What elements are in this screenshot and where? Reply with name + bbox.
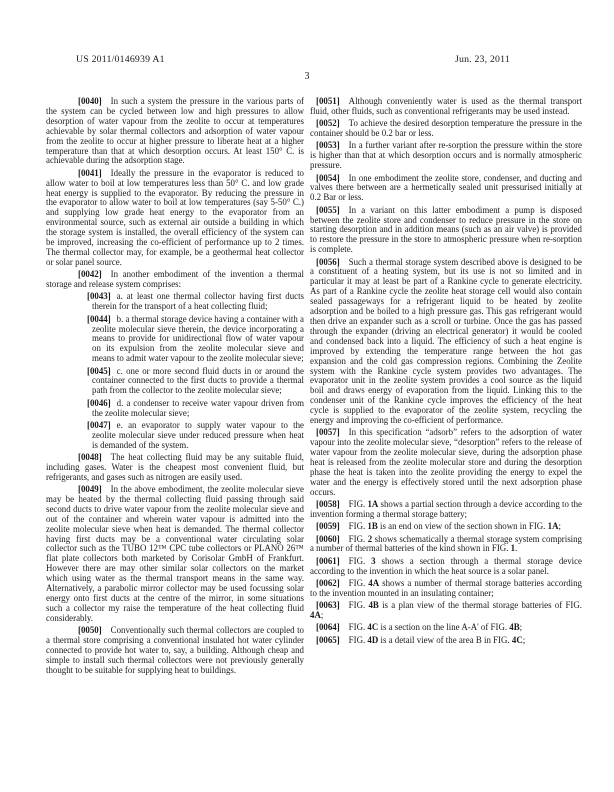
paragraph-number-label: [0064] [316,622,340,633]
paragraph-number-label: [0056] [316,256,340,267]
paragraph-number-label: [0049] [78,484,102,495]
paragraph-number-label: [0061] [316,555,340,566]
publication-number: US 2011/0146939 A1 [76,54,165,65]
paragraph-0053: [0053] In a further variant after re-sorption the pressure within the store is higher than that at which desorption occurs and is normally atmospheric pressure. [310,140,582,171]
paragraph-number-label: [0040] [78,96,102,106]
paragraph-0057: [0057] In this specification “adsorb” refers to the adsorption of water vapour into the zeolite molecular sieve, “desorption” refers to the release of water vapour from the zeolite molecular sieve, during the adsorption phase heat is released from the zeolite molecular store and during the desorption phase the heat is taken into the zeolite providing the energy to expel the water and the energy is effectively stored until the next adsorption phase occurs. [310,427,582,497]
left-column [46,97,304,678]
paragraph-0043: [0043] a. at least one thermal collector having first ducts therein for the transport of a heat collecting fluid; [87,291,304,312]
body-columns [46,97,582,678]
paragraph-number-label: [0054] [316,172,340,183]
paragraph-0064: [0064] FIG. 4C is a section on the line A-A' of FIG. 4B; [316,622,523,633]
paragraph-number-label: [0050] [78,625,102,636]
publication-date: Jun. 23, 2011 [454,54,510,65]
paragraph-number-label: [0043] [87,291,111,302]
paragraph-0059: [0059] FIG. 1B is an end on view of the section shown in FIG. 1A; [316,521,561,532]
paragraph-number-label: [0045] [87,365,111,376]
paragraph-number-label: [0058] [316,499,340,510]
right-column [310,97,582,678]
paragraph-0065: [0065] FIG. 4D is a detail view of the area B in FIG. 4C; [316,634,526,645]
paragraph-number-label: [0046] [87,397,111,408]
paragraph-0045: [0045] c. one or more second fluid ducts in or around the container connected to the first ducts to provide a thermal path from the collector to the zeolite molecular sieve; [87,365,304,396]
paragraph-0051: [0051] Although conveniently water is used as the thermal transport fluid, other fluids, such as conventional refrigerants may be used instead. [310,96,582,116]
paragraph-number-label: [0053] [316,140,340,151]
paragraph-0063: [0063] FIG. 4B is a plan view of the thermal storage batteries of FIG. 4A; [310,600,582,621]
paragraph-number-label: [0042] [78,269,102,280]
paragraph-0052: [0052] To achieve the desired desorption temperature the pressure in the container should be 0.2 bar or less. [310,118,582,139]
paragraph-0049: [0049] In the above embodiment, the zeolite molecular sieve may be heated by the thermal collecting fluid passing through said second ducts to drive water vapour from the zeolite molecular sieve and out of the container and wherein water vapour is admitted into the zeolite molecular sieve when heat is demanded. The thermal collector having first ducts may be a conventional water circulating solar collector such as the TUBO 12™ CPC tube collectors or PLANO 26™ flat plate collectors both marketed by Corisolar GmbH of Frankfurt. However there are may other similar solar collectors on the market which using water as the thermal transport means in the same way. Alternatively, a parabolic mirror collector may be used focussing solar energy onto first ducts at the centre of the mirror, in some situations such a collector my raise the temperature of the heat collecting fluid considerably. [46,484,304,623]
paragraph-number-label: [0063] [316,600,340,611]
paragraph-0056: [0056] Such a thermal storage system described above is designed to be a constituent of a heating system, but its use is not so limited and in particular it may at least be part of a Rankine cycle to generate electricity. As part of a Rankine cycle the zeolite heat storage cell would also contain sealed passageways for a refrigerant liquid to be heated by zeolite adsorption and be boiled to a high pressure gas. This gas refrigerant would then drive an expander such as a scroll or turbine. Once the gas has passed through the expander (driving an electrical generator) it would be cooled and condensed back into a liquid. The efficiency of such a heat engine is improved by extending the temperature range between the hot gas expansion and the cold gas compression regions. Combining the Zeolite system with the Rankine cycle system provides two advantages. The evaporator unit in the zeolite system provides a cool source as the liquid boil and draws energy of evaporation from the liquid. Linking this to the condenser unit of the Rankine cycle improves the efficiency of the heat cycle is supplied to the evaporator of the zeolite system, recycling the energy and improving the co-efficient of performance. [310,256,582,426]
paragraph-0055: [0055] In a variant on this latter embodiment a pump is disposed between the zeolite store and condenser to reduce pressure in the store on starting desorption and in addition means (such as an air valve) is provided to restore the pressure in the store to atmospheric pressure when re-sorption is complete. [310,204,582,255]
page-number: 3 [304,71,310,82]
paragraph-0040: [0040] In such a system the pressure in the various parts of the system can be cycled between low and high pressures to allow desorption of water vapour from the zeolite to occur at temperatures achievable by solar thermal collectors and adsorption of water vapour from the zeolite to occur at higher pressure to liberate heat at a higher temperature than that at which desorption occurs. At least 150° C. is achievable during the adsorption stage. [46,96,304,166]
paragraph-number-label: [0062] [316,577,340,588]
paragraph-0042: [0042] In another embodiment of the invention a thermal storage and release system comprises: [46,269,304,290]
paragraph-0046: [0046] d. a condenser to receive water vapour driven from the zeolite molecular sieve; [87,397,304,418]
paragraph-number-label: [0041] [78,167,102,178]
paragraph-0058: [0058] FIG. 1A shows a partial section through a device according to the invention forming a thermal storage battery; [310,499,582,519]
paragraph-number-label: [0048] [78,451,102,462]
page-header [76,54,510,65]
paragraph-number-label: [0051] [316,96,340,106]
paragraph-0062: [0062] FIG. 4A shows a number of thermal storage batteries according to the invention mounted in an insulating container; [310,577,582,598]
paragraph-0048: [0048] The heat collecting fluid may be any suitable fluid, including gases. Water is the cheapest most convenient fluid, but refrigerants, and gases such as nitrogen are easily used. [46,451,304,482]
paragraph-number-label: [0052] [316,118,340,129]
paragraph-number-label: [0065] [316,634,340,645]
paragraph-0060: [0060] FIG. 2 shows schematically a thermal storage system comprising a number of thermal batteries of the kind shown in FIG. 1. [310,533,582,554]
paragraph-number-label: [0055] [316,204,340,215]
paragraph-0054: [0054] In one embodiment the zeolite store, condenser, and ducting and valves there between are a hermetically sealed unit pressurised initially at 0.2 Bar or less. [310,172,582,203]
paragraph-0047: [0047] e. an evaporator to supply water vapour to the zeolite molecular sieve under reduced pressure when heat is demanded of the system. [87,419,304,450]
paragraph-number-label: [0044] [87,313,111,324]
paragraph-number-label: [0057] [316,427,340,438]
paragraph-0050: [0050] Conventionally such thermal collectors are coupled to a thermal store comprising a conventional insulated hot water cylinder connected to provide hot water to, say, a building. Although cheap and simple to install such thermal collectors were not previously generally thought to be suitable for supplying heat to buildings. [46,625,304,675]
paragraph-number-label: [0047] [87,419,111,430]
paragraph-0044: [0044] b. a thermal storage device having a container with a zeolite molecular sieve therein, the device incorporating a means to provide for unidirectional flow of water vapour on its expulsion from the zeolite molecular sieve and means to admit water vapour to the zeolite molecular sieve; [87,313,304,364]
paragraph-number-label: [0059] [316,521,340,532]
paragraph-0041: [0041] Ideally the pressure in the evaporator is reduced to allow water to boil at low temperatures less than 50° C. and low grade heat energy is supplied to the evaporator. By reducing the pressure in the evaporator to allow water to boil at low temperatures (say 5-50° C.) and supplying low grade heat energy to the evaporator from an environmental source, such as external air outside a building in which the storage system is installed, the overall efficiency of the system can be improved, increasing the co-efficient of performance up to 2 times. The thermal collector may, for example, be a geothermal heat collector or solar panel source. [46,167,304,267]
paragraph-0061: [0061] FIG. 3 shows a section through a thermal storage device according to the invention in which the heat source is a solar panel. [310,555,582,576]
paragraph-number-label: [0060] [316,533,340,544]
